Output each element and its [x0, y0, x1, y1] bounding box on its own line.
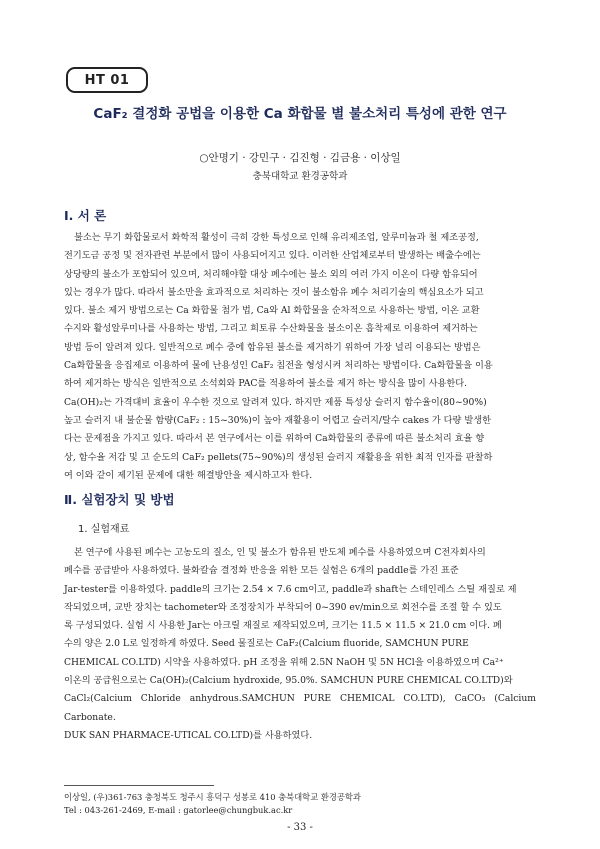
paper-code-box: HT 01 [66, 67, 148, 93]
subsection-heading-materials: 1. 실험재료 [78, 524, 130, 535]
introduction-body: 불소는 무기 화합물로서 화학적 활성이 극히 강한 특성으로 인해 유리제조업, 알루미늄과 철 제조공정, 전기도금 공정 및 전자관련 부분에서 많이 사용되어지고 있다. 이러한 산업체로부터 발생하는 배출수에는 상당량의 불소가 포함되어 있으며, 처리해야할 대상 폐수에는 불소 외의 여러 가지 이온이 다량 함유되어 있는 경우가 많다. 따라서 불소만을 효과적으로 처리하는 것이 불소함유 폐수 처리기술의 핵심요소가 되고 있다. 불소 제거 방법으로는 Ca 화합물 첨가 법, Ca와 Al 화합물을 순차적으로 사용하는 방법, 이온 교환 수지와 활성알루미나를 사용하는 방법, 그리고 희토류 수산화물을 불소이온 흡착제로 이용하여 제거하는 방법 등이 알려져 있다. 일반적으로 폐수 중에 함유된 불소를 제거하기 위하여 가장 널리 이용되는 방법은 Ca화합물을 응집제로 이용하여 물에 난용성인 CaF₂ 침전을 형성시켜 처리하는 방법이다. Ca화합물을 이용 하여 제거하는 방식은 일반적으로 소석회와 PAC를 적용하여 불소를 제거 하는 방식을 많이 사용한다. Ca(OH)₂는 가격대비 효율이 우수한 것으로 알려져 있다. 하지만 제품 특성상 슬러지 함수율이(80~90%) 높고 슬러지 내 불순물 함량(CaF₂ : 15~30%)이 높아 재활용이 어렵고 슬러지/탈수 cakes 가 다량 발생한 다는 문제점을 가지고 있다. 따라서 본 연구에서는 이를 위하여 Ca화합물의 종류에 따른 불소처리 효율 향 상, 함수율 저감 및 고 순도의 CaF₂ pellets(75~90%)의 생성된 슬러지 재활용을 위한 최적 인자를 판찰하 여 이와 같이 제기된 문제에 대한 해결방안을 제시하고자 한다. [64, 232, 493, 481]
paper-title: CaF₂ 결정화 공법을 이용한 Ca 화합물 별 불소처리 특성에 관한 연구 [93, 106, 507, 122]
affiliation: 충북대학교 환경공학과 [252, 171, 348, 182]
section-heading-introduction: Ⅰ. 서 론 [64, 208, 107, 223]
footnote-rule [64, 785, 214, 786]
footnote-contact: 이상일, (우)361-763 충청북도 청주시 흥덕구 성봉로 410 충북대학교 환경공학과 Tel : 043-261-2469, E-mail : gatorlee@chungbuk.ac.kr [64, 792, 361, 815]
materials-body: 본 연구에 사용된 폐수는 고농도의 질소, 인 및 불소가 함유된 반도체 폐수를 사용하였으며 C전자회사의 폐수를 공급받아 사용하였다. 불화칼슘 결정화 반응을 위한 모든 실험은 6개의 paddle를 가진 표준 Jar-tester를 이용하였다. paddle의 크기는 2.54 × 7.6 cm이고, paddle과 shaft는 스테인레스 스틸 재질로 제 작되었으며, 교반 장치는 tachometer와 조정장치가 부착되어 0~390 ev/min으로 회전수를 조절 할 수 있도 록 구성되었다. 실험 시 사용한 Jar는 아크릴 재질로 제작되었으며, 크기는 11.5 × 11.5 × 21.0 cm 이다. 폐 수의 양은 2.0 L로 일정하게 하였다. Seed 물질로는 CaF₂(Calcium fluoride, SAMCHUN PURE CHEMICAL CO.LTD) 시약을 사용하였다. pH 조정을 위해 2.5N NaOH 및 5N HCl을 이용하였으며 Ca²⁺ 이온의 공급원으로는 Ca(OH)₂(Calcium hydroxide, 95.0%. SAMCHUN PURE CHEMICAL CO.LTD)와 CaCl₂(Calcium Chloride anhydrous.SAMCHUN PURE CHEMICAL CO.LTD), CaCO₃ (Calcium Carbonate. DUK SAN PHARMACE-UTICAL CO.LTD)를 사용하였다. [64, 547, 536, 741]
author-list: ○안명기 · 강민구 · 김진형 · 김금용 · 이상일 [199, 152, 401, 164]
page-number: - 33 - [287, 822, 313, 833]
section-heading-methods: Ⅱ. 실험장치 및 방법 [64, 492, 175, 507]
